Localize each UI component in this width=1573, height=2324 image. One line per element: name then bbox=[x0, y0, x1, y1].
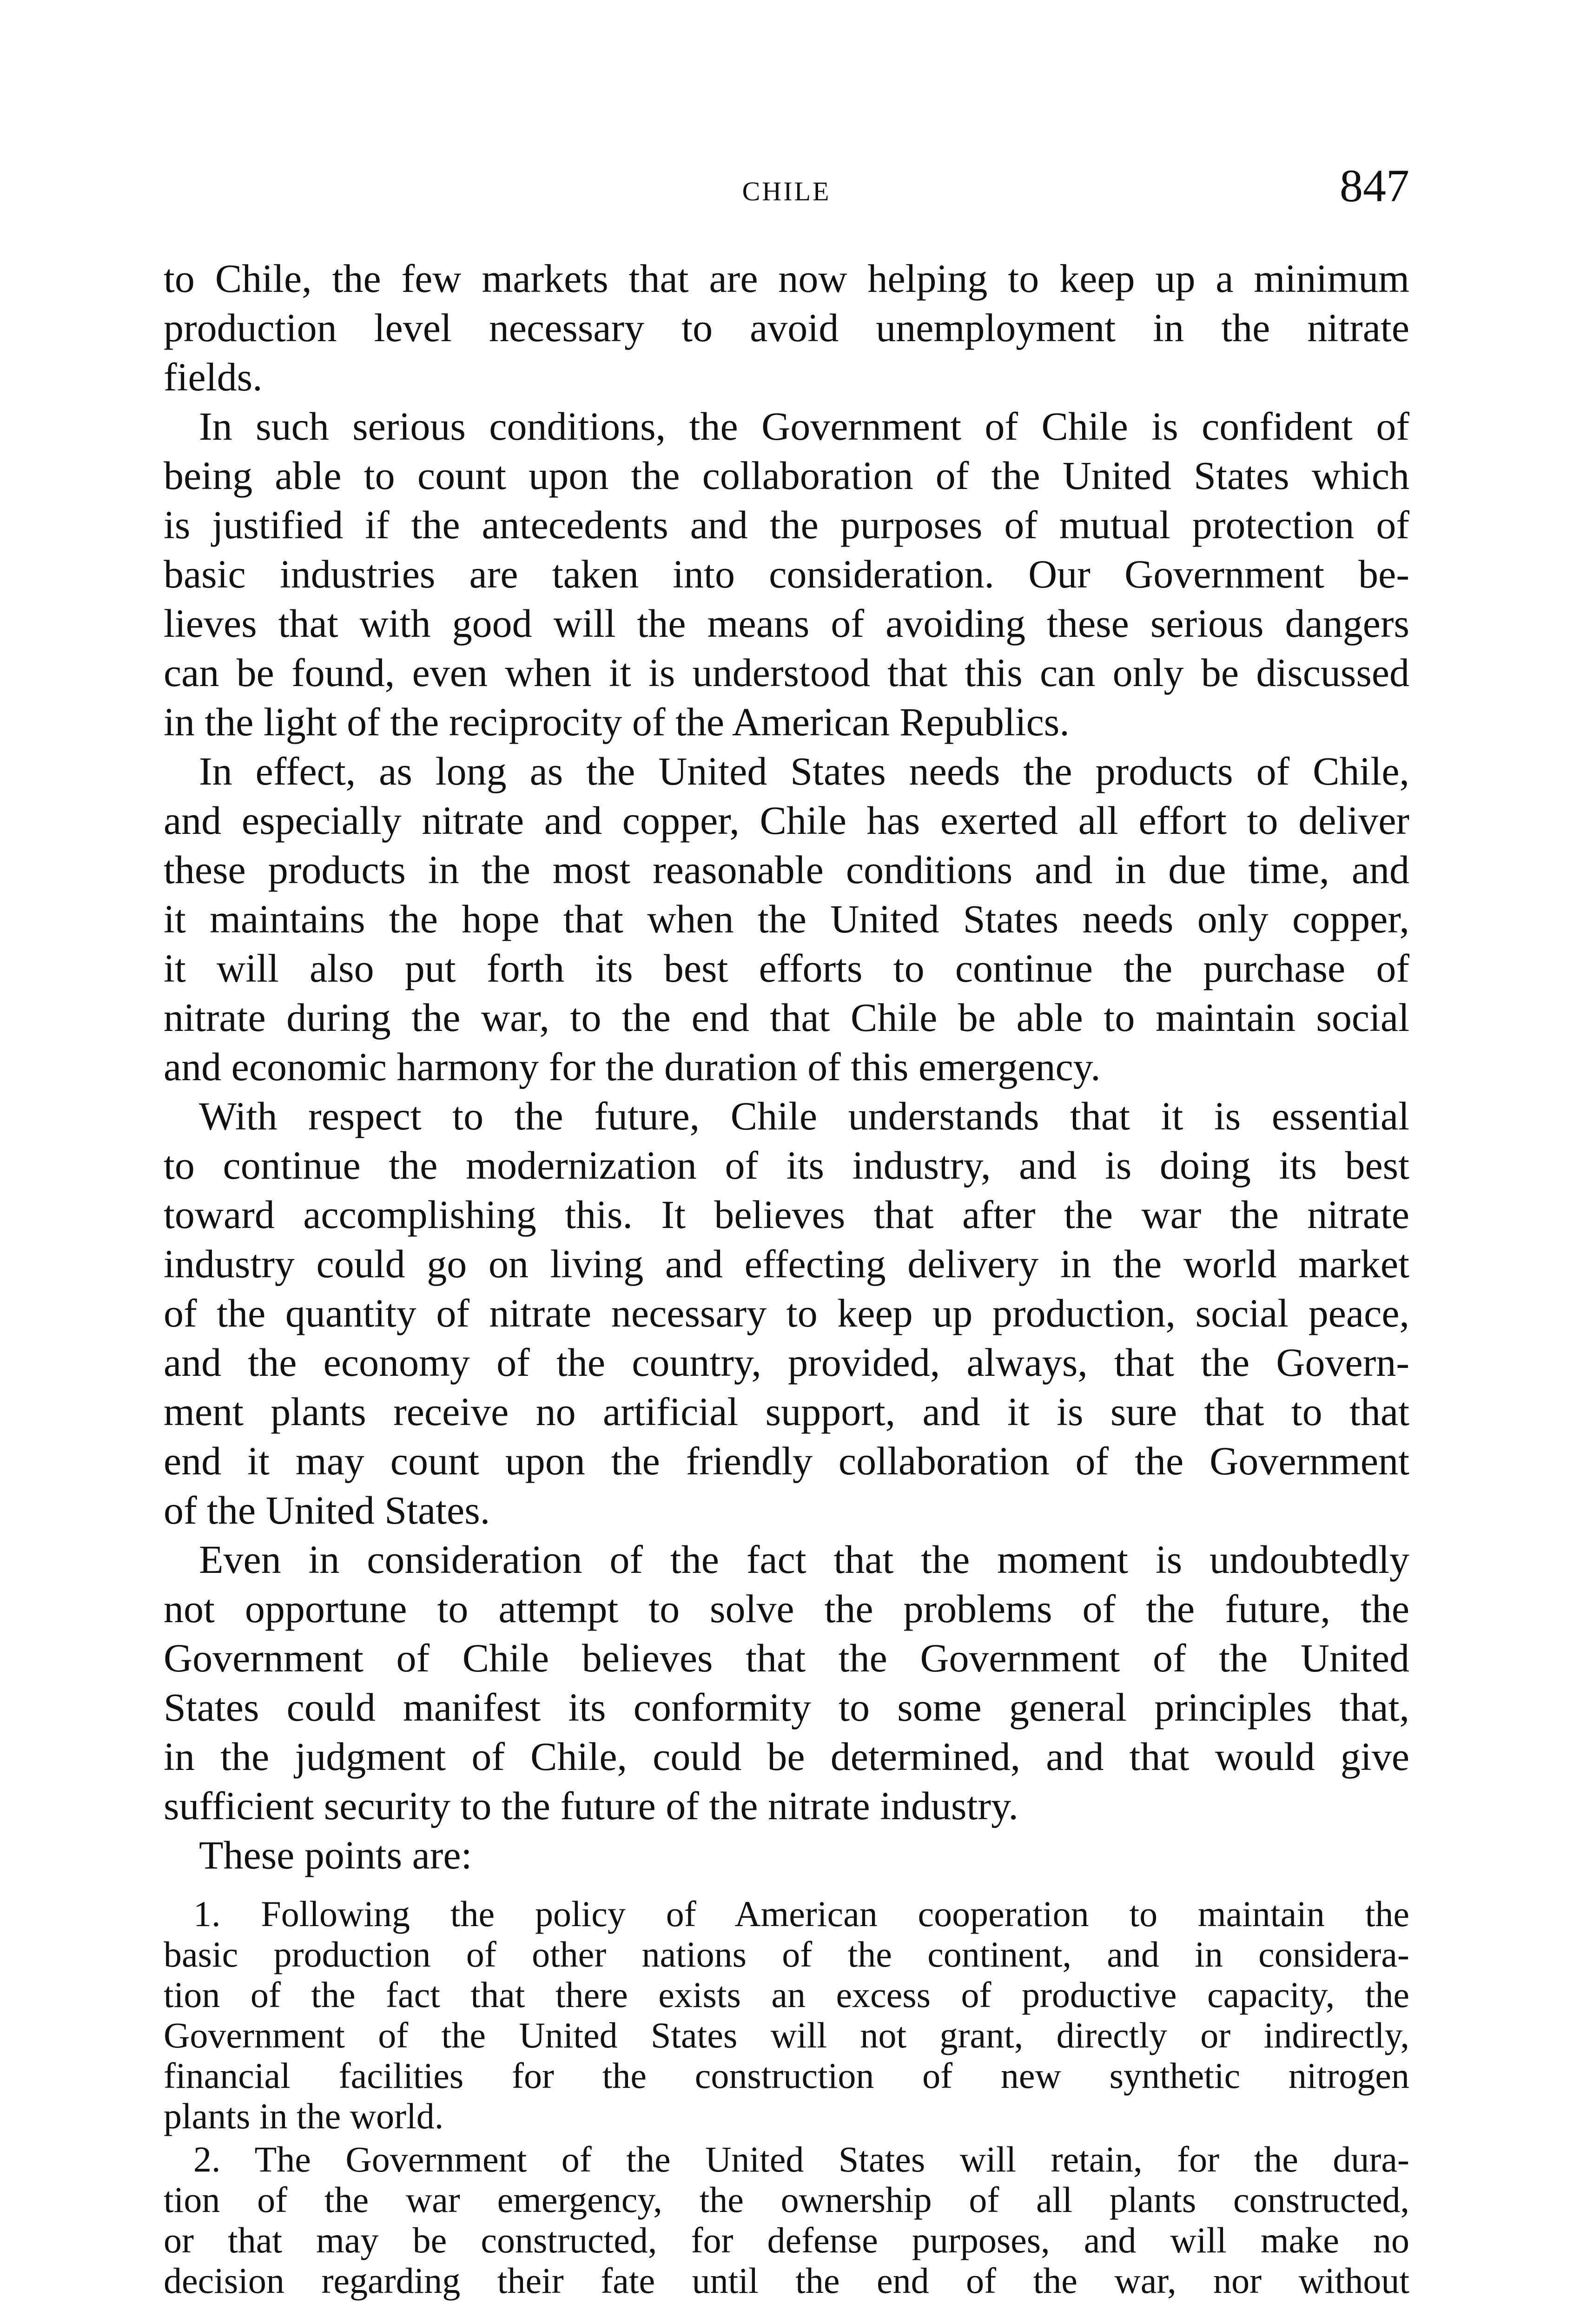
text-line: tion of the fact that there exists an excess of productive capacity, the bbox=[164, 1974, 1409, 2015]
text-line: fields. bbox=[164, 355, 263, 399]
text-line: in the light of the reciprocity of the American Republics. bbox=[164, 700, 1070, 744]
numbered-point bbox=[164, 1894, 1409, 2136]
text-line: of the quantity of nitrate necessary to keep up production, social peace, bbox=[164, 1291, 1409, 1335]
text-line: States could manifest its conformity to some general principles that, bbox=[164, 1685, 1409, 1730]
text-line: These points are: bbox=[199, 1833, 472, 1877]
numbered-point bbox=[164, 2139, 1409, 2301]
paragraph bbox=[164, 746, 1409, 1091]
text-line: toward accomplishing this. It believes that after the war the nitrate bbox=[164, 1192, 1409, 1237]
text-line: ment plants receive no artificial support, and it is sure that to that bbox=[164, 1389, 1409, 1434]
text-line: industry could go on living and effecting delivery in the world market bbox=[164, 1241, 1409, 1286]
text-line: not opportune to attempt to solve the problems of the future, the bbox=[164, 1586, 1409, 1631]
text-line: it maintains the hope that when the United States needs only copper, bbox=[164, 897, 1409, 941]
text-line: Government of the United States will not grant, directly or indirectly, bbox=[164, 2015, 1409, 2055]
paragraph bbox=[164, 402, 1409, 746]
paragraph bbox=[164, 1091, 1409, 1535]
text-line: basic production of other nations of the continent, and in considera- bbox=[164, 1934, 1409, 1974]
text-line: end it may count upon the friendly collaboration of the Government bbox=[164, 1439, 1409, 1483]
text-line: lieves that with good will the means of avoiding these serious dangers bbox=[164, 601, 1409, 646]
text-line: being able to count upon the collaboration of the United States which bbox=[164, 453, 1409, 498]
text-line: and the economy of the country, provided, always, that the Govern- bbox=[164, 1340, 1409, 1385]
text-line: these products in the most reasonable conditions and in due time, and bbox=[164, 847, 1409, 892]
text-line: production level necessary to avoid unemployment in the nitrate bbox=[164, 305, 1409, 350]
text-line: plants in the world. bbox=[164, 2096, 444, 2136]
text-line: decision regarding their fate until the end of the war, nor without bbox=[164, 2260, 1409, 2301]
text-line: financial facilities for the construction of new synthetic nitrogen bbox=[164, 2055, 1409, 2096]
text-line: is justified if the antecedents and the purposes of mutual protection of bbox=[164, 502, 1409, 547]
page-number: 847 bbox=[1340, 160, 1409, 211]
text-line: to continue the modernization of its industry, and is doing its best bbox=[164, 1143, 1409, 1188]
text-line: in the judgment of Chile, could be determined, and that would give bbox=[164, 1734, 1409, 1779]
text-line: Government of Chile believes that the Government of the United bbox=[164, 1636, 1409, 1680]
text-line: it will also put forth its best efforts to continue the purchase of bbox=[164, 946, 1409, 990]
body-text bbox=[164, 254, 1409, 1880]
text-line: to Chile, the few markets that are now helping to keep up a minimum bbox=[164, 256, 1409, 301]
running-head: CHILE bbox=[742, 176, 831, 206]
text-line: sufficient security to the future of the nitrate industry. bbox=[164, 1783, 1018, 1828]
text-line: can be found, even when it is understood that this can only be discussed bbox=[164, 650, 1409, 695]
text-line: basic industries are taken into consideration. Our Government be- bbox=[164, 552, 1409, 596]
paragraph bbox=[164, 1830, 1409, 1880]
text-line: In effect, as long as the United States needs the products of Chile, bbox=[199, 749, 1409, 793]
text-line: In such serious conditions, the Government of Chile is confident of bbox=[199, 404, 1409, 449]
text-line: of the United States. bbox=[164, 1488, 490, 1532]
numbered-points bbox=[164, 1894, 1409, 2301]
paragraph bbox=[164, 254, 1409, 402]
text-line: and economic harmony for the duration of this emergency. bbox=[164, 1044, 1101, 1089]
text-line: or that may be constructed, for defense purposes, and will make no bbox=[164, 2220, 1409, 2260]
text-line: nitrate during the war, to the end that Chile be able to maintain social bbox=[164, 995, 1409, 1040]
text-line: and especially nitrate and copper, Chile has exerted all effort to deliver bbox=[164, 798, 1409, 843]
page-header bbox=[164, 160, 1409, 221]
text-line: tion of the war emergency, the ownership of all plants constructed, bbox=[164, 2179, 1409, 2220]
paragraph bbox=[164, 1535, 1409, 1830]
text-line: 2. The Government of the United States will retain, for the dura- bbox=[193, 2139, 1409, 2179]
text-line: With respect to the future, Chile understands that it is essential bbox=[199, 1094, 1409, 1138]
text-line: Even in consideration of the fact that the moment is undoubtedly bbox=[199, 1537, 1409, 1582]
text-line: 1. Following the policy of American cooperation to maintain the bbox=[193, 1894, 1409, 1934]
